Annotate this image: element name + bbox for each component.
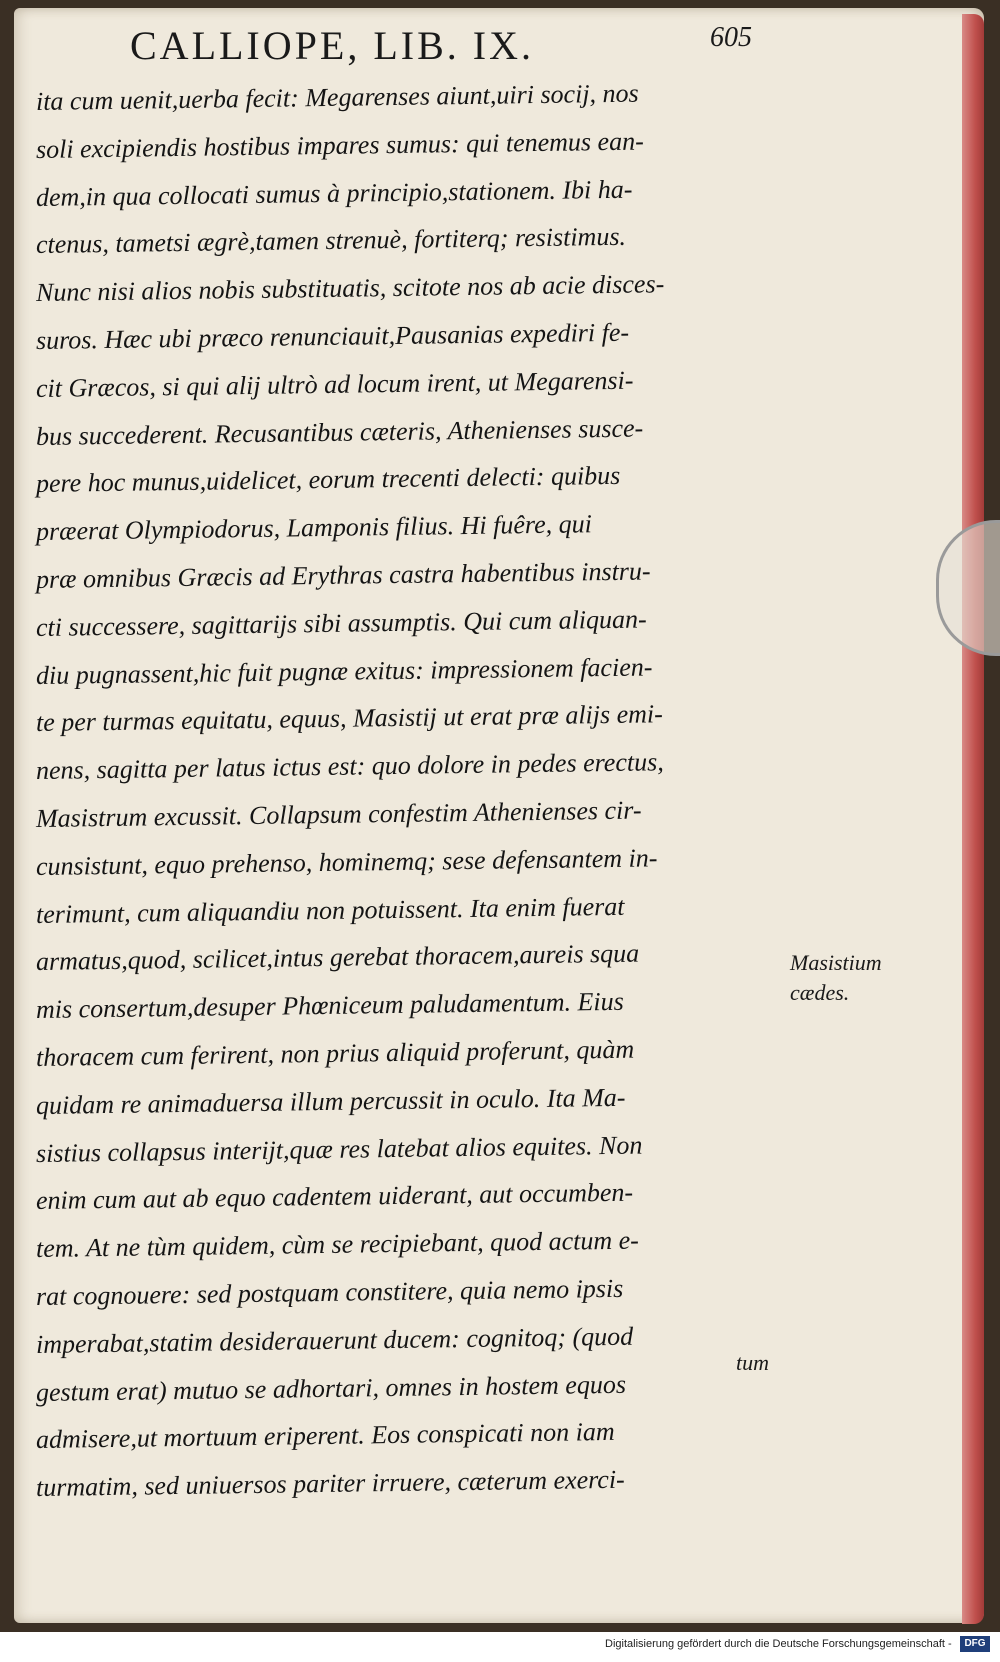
- text-line: admisere,ut mortuum eriperent. Eos conspicati non iam: [35, 1417, 615, 1455]
- footer: [0, 1632, 1000, 1662]
- text-line: nens, sagitta per latus ictus est: quo dolore in pedes erectus,: [35, 747, 664, 786]
- text-line: enim cum aut ab equo cadentem uiderant, aut occumben-: [35, 1177, 634, 1216]
- text-line: bus succederent. Recusantibus cæteris, Athenienses susce-: [35, 413, 644, 451]
- text-line: mis consertum,desuper Phœniceum paludamentum. Eius: [35, 986, 624, 1025]
- text-line: suros. Hæc ubi præco renunciauit,Pausanias expediri fe-: [35, 317, 630, 355]
- margin-note: [790, 948, 900, 1008]
- text-line: tem. At ne tùm quidem, cùm se recipiebant, quod actum e-: [35, 1225, 640, 1264]
- catchword: tum: [736, 1350, 769, 1375]
- text-line: cti successere, sagittarijs sibi assumptis. Qui cum aliquan-: [35, 604, 647, 642]
- text-line: turmatim, sed uniuersos pariter irruere, cæterum exerci-: [35, 1464, 625, 1503]
- text-line: pere hoc munus,uidelicet, eorum trecenti delecti: quibus: [35, 461, 621, 499]
- text-line: diu pugnassent,hic fuit pugnæ exitus: impressionem facien-: [35, 651, 653, 690]
- text-line: Nunc nisi alios nobis substituatis, scitote nos ab acie disces-: [35, 269, 665, 308]
- body-text: [36, 78, 776, 1512]
- margin-note-line: cædes.: [790, 980, 850, 1005]
- text-line: gestum erat) mutuo se adhortari, omnes in hostem equos: [35, 1369, 627, 1407]
- text-line: ctenus, tametsi ægrè,tamen strenuè, fortiterq; resistimus.: [35, 222, 627, 260]
- text-line: armatus,quod, scilicet,intus gerebat thoracem,aureis squa: [35, 938, 640, 977]
- text-line: quidam re animaduersa illum percussit in oculo. Ita Ma-: [35, 1082, 626, 1120]
- running-title: CALLIOPE, LIB. IX.: [130, 23, 534, 68]
- text-line: præ omnibus Græcis ad Erythras castra habentibus instru-: [35, 556, 651, 594]
- text-line: ita cum uenit,uerba fecit: Megarenses aiunt,uiri socij, nos: [35, 78, 639, 116]
- text-line: dem,in qua collocati sumus à principio,stationem. Ibi ha-: [35, 174, 633, 212]
- text-line: Masistrum excussit. Collapsum confestim Athenienses cir-: [35, 795, 642, 833]
- page-number: 605: [710, 22, 752, 53]
- text-line: te per turmas equitatu, equus, Masistij ut erat præ alijs emi-: [35, 699, 664, 738]
- text-line: præerat Olympiodorus, Lamponis filius. Hi fuêre, qui: [35, 509, 593, 547]
- margin-note-line: Masistium: [790, 950, 882, 975]
- red-page-edge: [962, 14, 984, 1624]
- text-line: thoracem cum ferirent, non prius aliquid proferunt, quàm: [35, 1034, 635, 1072]
- text-line: rat cognouere: sed postquam constitere, quia nemo ipsis: [35, 1273, 624, 1311]
- dfg-logo: DFG: [960, 1636, 990, 1652]
- funding-credit: Digitalisierung gefördert durch die Deutsche Forschungsgemeinschaft -: [605, 1638, 952, 1650]
- text-line: soli excipiendis hostibus impares sumus: qui tenemus ean-: [35, 126, 644, 164]
- text-line: sistius collapsus interijt,quæ res latebat alios equites. Non: [35, 1130, 643, 1168]
- text-line: cit Græcos, si qui alij ultrò ad locum irent, ut Megarensi-: [35, 365, 634, 403]
- text-line: cunsistunt, equo prehenso, hominemq; sese defensantem in-: [35, 843, 658, 881]
- text-line: imperabat,statim desiderauerunt ducem: cognitoq; (quod: [35, 1321, 634, 1359]
- text-line: terimunt, cum aliquandiu non potuissent. Ita enim fuerat: [35, 891, 625, 929]
